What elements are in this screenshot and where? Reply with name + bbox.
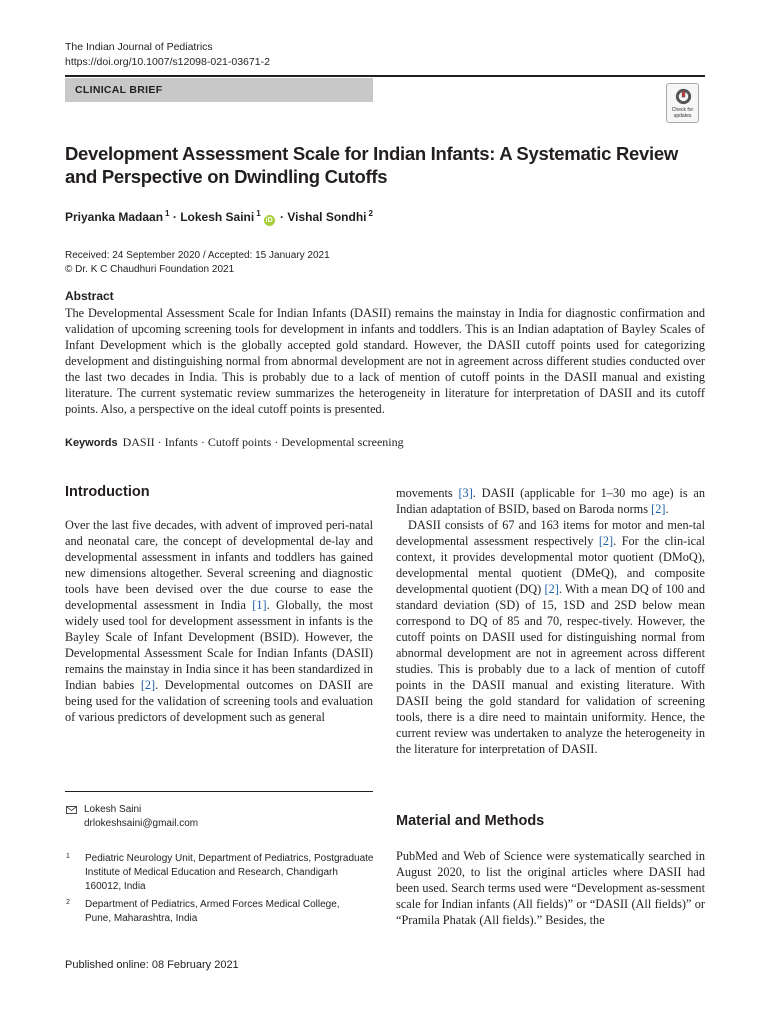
contact-name: Lokesh Saini (84, 804, 142, 815)
author-separator: · (280, 210, 285, 224)
doi-link[interactable]: https://doi.org/10.1007/s12098-021-03671-2 (65, 56, 270, 68)
introduction-paragraph: DASII consists of 67 and 163 items for motor and men-tal developmental assessment respectively [2]. For the clin-ical context, it provides developmental motor quotient (DMoQ), developmental mental quotient (DMeQ), and composite developmental quotient (DQ) [2]. With a mean DQ of 100 and standard deviation (SD) of 15, 1SD and 2SD below mean correspond to DQ of 85 and 70, respec-tively. However, the cutoff points on DASII used for distinguishing normal from abnormal development are not in agreement across different studies. This is probably due to a lack of mention of cutoff points in the DASII manual and existing literature. With DASII being the gold standard for validation of screening tools, there is a dire need to maintain uniformity. Hence, the current review was undertaken to analyze the heterogeneity in the literature for interpretation of DASII. (396, 518, 705, 756)
copyright-line: © Dr. K C Chaudhuri Foundation 2021 (65, 264, 235, 275)
author-name[interactable]: Vishal Sondhi (287, 210, 367, 224)
citation-link[interactable]: [2] (140, 678, 156, 692)
introduction-paragraph: Over the last five decades, with advent of improved peri-natal and neonatal care, the concept of developmental de-lay and developmental assessment in infants and toddlers has gained new dimensions altogether. Several screening and diagnostic tools have been devised over the due course to ease the developmental assessment in India [1]. Globally, the most widely used tool for development assessment in infants is the Bayley Scale of Infant Development (BSID). However, the Developmental Assessment Scale for Indian Infants (DASII) remains the mainstay in India since it has been standardized in Indian babies [2]. Developmental outcomes on DASII are being used for the validation of screening tools and evaluation of various predictors of development such as general (65, 518, 374, 724)
keywords-line (65, 434, 404, 451)
orcid-icon[interactable]: iD (265, 217, 273, 224)
affiliation-number: 2 (66, 899, 70, 906)
keywords-label: Keywords (65, 437, 118, 449)
citation-link[interactable]: [2] (598, 534, 614, 548)
contact-email[interactable]: drlokeshsaini@gmail.com (84, 818, 199, 829)
affiliation-text: Pediatric Neurology Unit, Department of Pediatrics, Postgraduate Institute of Medical Education and Research, Chandigarh 160012, India (85, 853, 374, 892)
introduction-heading: Introduction (65, 484, 150, 500)
methods-body (396, 848, 705, 928)
abstract-heading: Abstract (65, 289, 114, 303)
journal-header (65, 40, 270, 70)
article-dates (65, 249, 330, 277)
journal-name: The Indian Journal of Pediatrics (65, 41, 213, 53)
author-affiliation-mark: 1 (256, 209, 261, 218)
article-type-banner: CLINICAL BRIEF (65, 78, 373, 102)
author-name[interactable]: Priyanka Madaan (65, 210, 164, 224)
author-name[interactable]: Lokesh Saini (180, 210, 255, 224)
crossmark-label: Check for updates (671, 107, 694, 119)
affiliation-text: Department of Pediatrics, Armed Forces Medical College, Pune, Maharashtra, India (85, 899, 340, 924)
footnote-rule (65, 791, 373, 792)
header-rule (65, 75, 705, 77)
citation-link[interactable]: [3] (458, 486, 473, 500)
introduction-continued (396, 485, 705, 757)
author-affiliation-mark: 2 (368, 209, 373, 218)
crossmark-badge[interactable] (666, 83, 699, 123)
author-affiliation-mark: 1 (165, 209, 170, 218)
methods-heading: Material and Methods (396, 813, 545, 829)
introduction-body (65, 517, 373, 725)
author-separator: · (172, 210, 177, 224)
citation-link[interactable]: [2] (544, 582, 559, 596)
author-list (65, 206, 373, 226)
envelope-icon (66, 806, 77, 814)
crossmark-icon (675, 88, 692, 105)
keywords-list: DASII · Infants · Cutoff points · Developmental screening (122, 435, 404, 449)
affiliation-number: 1 (66, 853, 70, 860)
published-date: Published online: 08 February 2021 (65, 959, 239, 971)
citation-link[interactable]: [2] (651, 502, 666, 516)
citation-link[interactable]: [1] (252, 598, 267, 612)
corresponding-author (84, 803, 198, 831)
methods-paragraph: PubMed and Web of Science were systematically searched in August 2020, to list the original articles where DASII had been used. Search terms used were “Development as-sessment scale for Indian infants (All fields)” or “DASII (All fields)” or “Pramila Phatak (All fields).” Besides, the (396, 849, 705, 927)
introduction-paragraph: movements [3]. DASII (applicable for 1–30 mo age) is an Indian adaptation of BSID, based on Baroda norms [2]. (396, 486, 705, 516)
abstract-text: The Developmental Assessment Scale for Indian Infants (DASII) remains the mainstay in India for diagnostic confirmation and validation of upcoming screening tools for development in infants and toddlers. This is an Indian adaptation of Bayley Scales of Infant Development which is the globally accepted gold standard. However, the DASII cutoff points used for categorizing development and distinguishing normal from abnormal development are not in agreement across different studies conducted over the last two decades in India. This is probably due to a lack of mention of cutoff points in the DASII manual and existing literature. The current systematic review summarizes the heterogeneity in literature for interpretation of DASII and its cutoff points. Also, a perspective on the ideal cutoff points is presented. (65, 306, 705, 416)
article-title: Development Assessment Scale for Indian Infants: A Systematic Review and Perspective on Dwindling Cutoffs (65, 143, 678, 187)
received-accepted-dates: Received: 24 September 2020 / Accepted: 15 January 2021 (65, 250, 330, 261)
